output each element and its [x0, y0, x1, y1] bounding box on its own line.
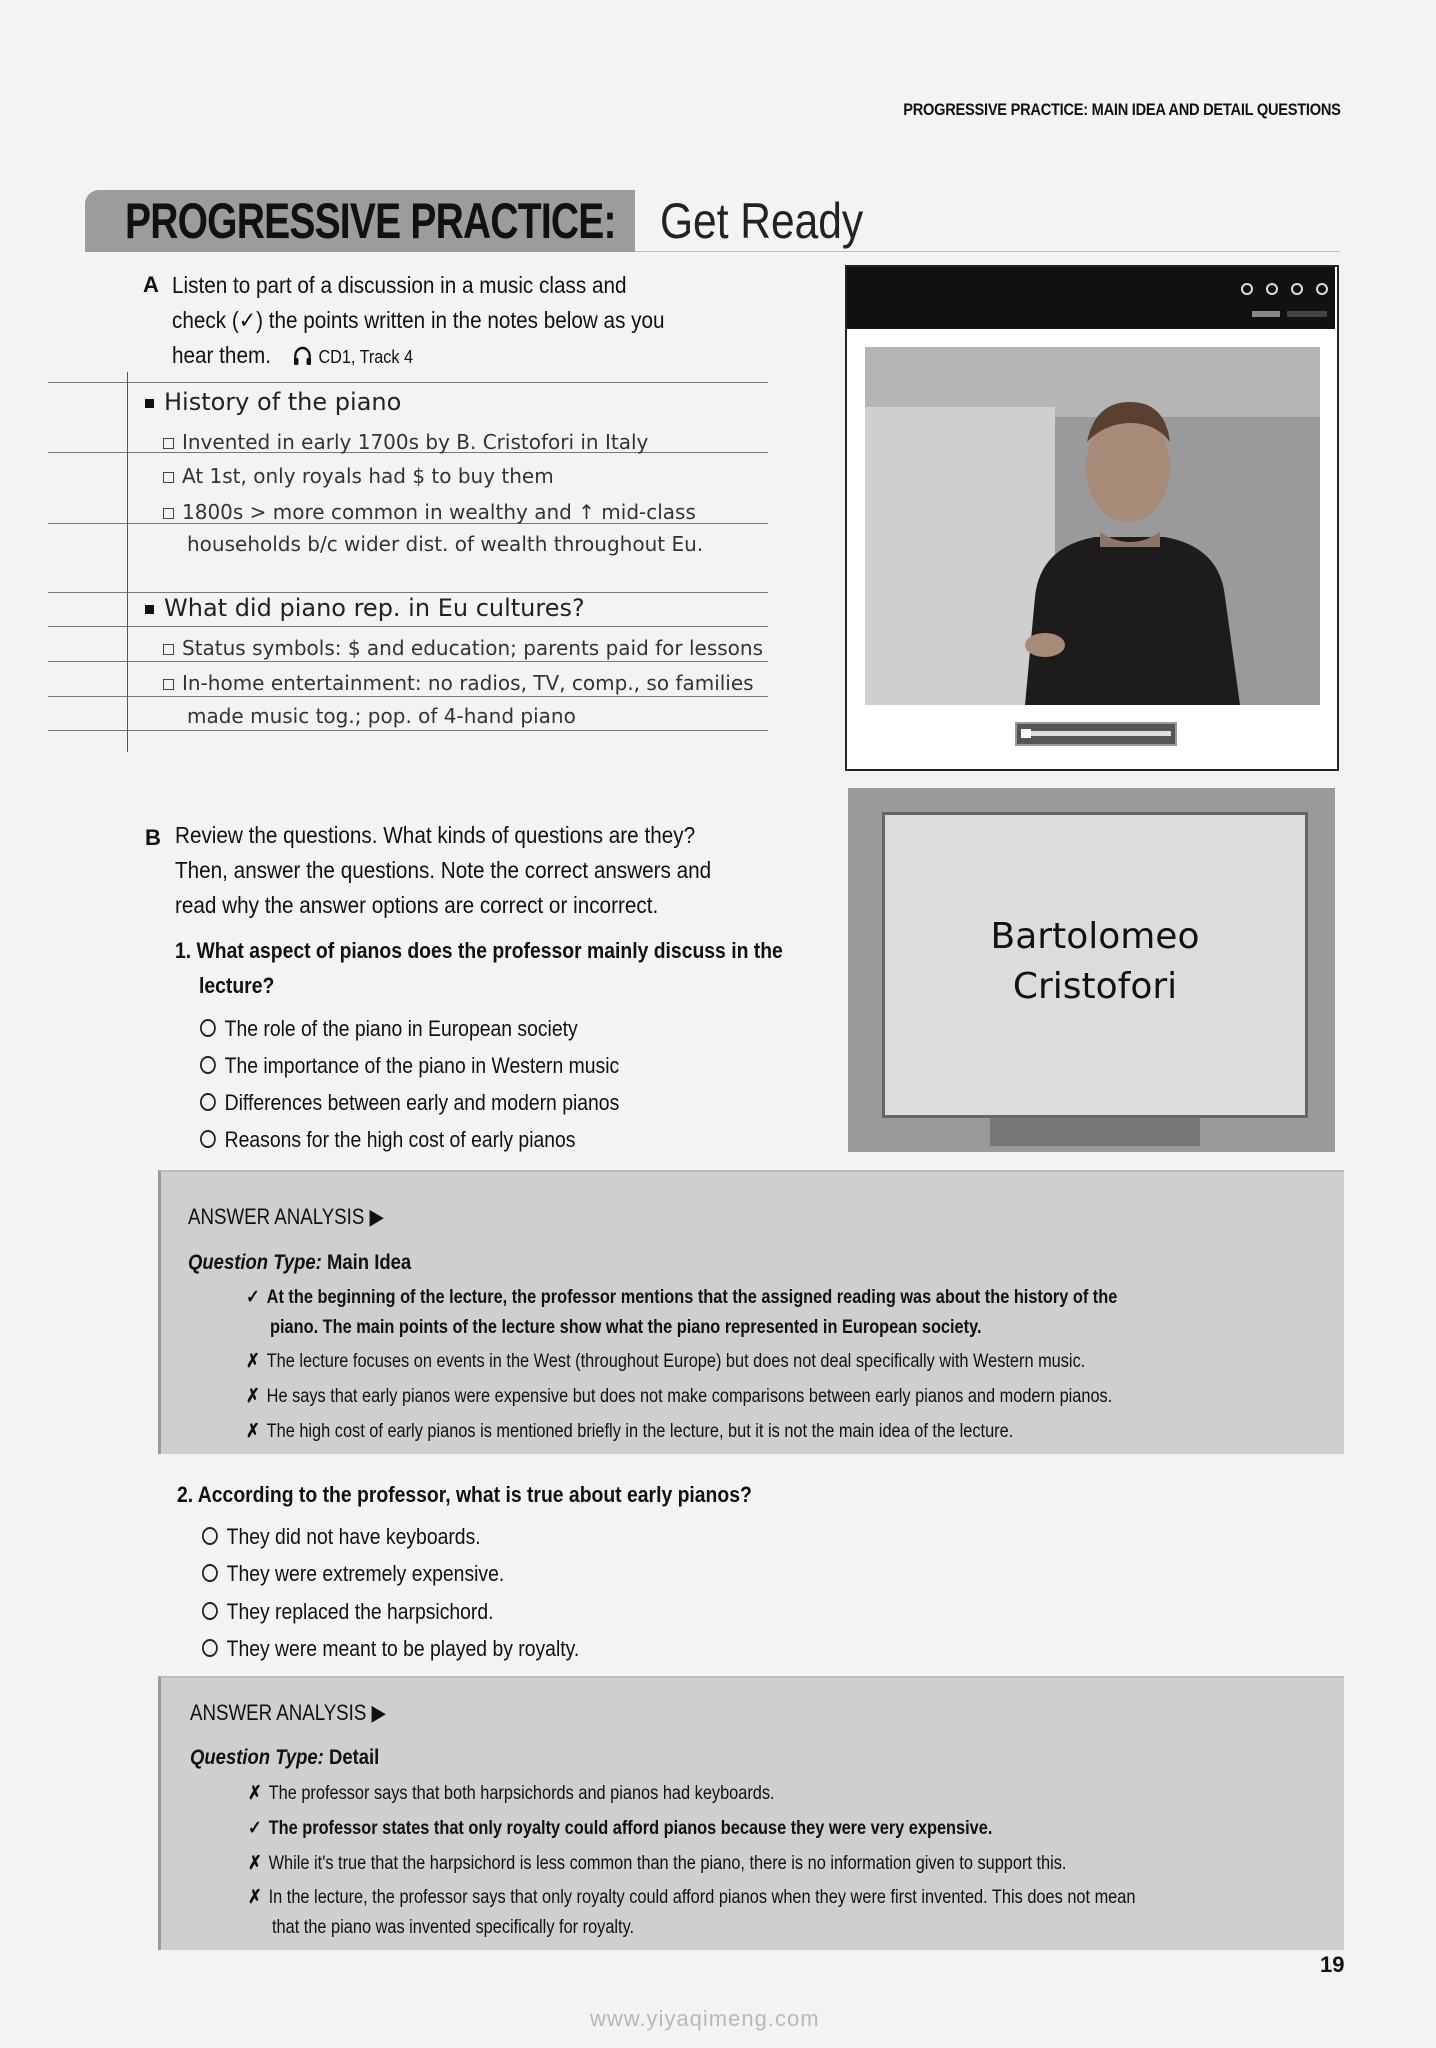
- analysis-line: ✗ In the lecture, the professor says that only royalty could afford pianos when they were first invented. This does not mean: [248, 1883, 1135, 1913]
- x-mark-icon: ✗: [246, 1421, 260, 1442]
- section-a-instruction-1: Listen to part of a discussion in a music class and: [172, 272, 627, 298]
- x-mark-icon: ✗: [248, 1887, 262, 1908]
- lecturer-photo: [865, 347, 1320, 705]
- title-rule: [635, 251, 1340, 252]
- checkbox[interactable]: [163, 472, 174, 483]
- analysis-line: ✓ At the beginning of the lecture, the professor mentions that the assigned reading was about the history of the: [246, 1283, 1117, 1313]
- player-controls-icon: [847, 267, 1335, 329]
- notes-heading-history: History of the piano: [145, 388, 401, 416]
- section-a-letter: A: [143, 272, 159, 297]
- section-b-instruction-3: read why the answer options are correct or incorrect.: [175, 892, 659, 918]
- bullet-icon: [145, 399, 154, 408]
- analysis-line: ✗ The professor says that both harpsichords and pianos had keyboards.: [248, 1779, 775, 1809]
- q1-option[interactable]: The importance of the piano in Western music: [200, 1053, 619, 1079]
- q1-option[interactable]: The role of the piano in European society: [200, 1016, 578, 1042]
- q1-option[interactable]: Differences between early and modern pianos: [200, 1090, 619, 1116]
- radio-option[interactable]: [200, 1019, 216, 1037]
- q2-option[interactable]: They replaced the harpsichord.: [202, 1599, 494, 1625]
- answer-analysis-heading: ANSWER ANALYSIS ▶: [188, 1204, 384, 1229]
- question-type: Question Type: Detail: [190, 1746, 380, 1769]
- x-mark-icon: ✗: [246, 1386, 260, 1407]
- note-item[interactable]: Invented in early 1700s by B. Cristofori in Italy: [163, 430, 648, 454]
- question-2: 2. According to the professor, what is true about early pianos?: [177, 1482, 752, 1507]
- note-item[interactable]: 1800s > more common in wealthy and ↑ mid-class: [163, 500, 696, 524]
- checkbox[interactable]: [163, 438, 174, 449]
- section-b-instruction-1: Review the questions. What kinds of questions are they?: [175, 822, 696, 848]
- page-title: PROGRESSIVE PRACTICE:: [125, 193, 616, 249]
- analysis-line: ✓ The professor states that only royalty could afford pianos because they were very expensive.: [248, 1814, 992, 1844]
- section-b-letter: B: [145, 825, 161, 850]
- headphones-icon: [293, 342, 313, 377]
- q2-option[interactable]: They were extremely expensive.: [202, 1561, 504, 1587]
- answer-analysis-heading: ANSWER ANALYSIS ▶: [190, 1700, 386, 1725]
- note-item[interactable]: In-home entertainment: no radios, TV, comp., so families: [163, 671, 754, 695]
- q1-option[interactable]: Reasons for the high cost of early pianos: [200, 1127, 575, 1153]
- whiteboard-tray: [990, 1118, 1200, 1146]
- x-mark-icon: ✗: [246, 1351, 260, 1372]
- analysis-line: ✗ While it's true that the harpsichord is less common than the piano, there is no information given to support this.: [248, 1849, 1066, 1879]
- x-mark-icon: ✗: [248, 1783, 262, 1804]
- analysis-line: ✗ He says that early pianos were expensive but does not make comparisons between early pianos and modern pianos.: [246, 1382, 1112, 1412]
- whiteboard-text: [882, 912, 1308, 1012]
- radio-option[interactable]: [202, 1527, 218, 1545]
- whiteboard-text-line: Bartolomeo: [990, 916, 1200, 957]
- notes-rule: [48, 626, 768, 627]
- check-mark-icon: ✓: [246, 1287, 260, 1308]
- notes-margin-line: [127, 372, 128, 752]
- video-player-header: [847, 267, 1335, 329]
- audio-track-label: CD1, Track 4: [318, 347, 413, 367]
- radio-option[interactable]: [202, 1602, 218, 1620]
- note-item[interactable]: At 1st, only royals had $ to buy them: [163, 464, 554, 488]
- analysis-line: piano. The main points of the lecture show what the piano represented in European society.: [270, 1317, 982, 1338]
- bullet-icon: [145, 605, 154, 614]
- notes-rule: [48, 730, 768, 731]
- radio-option[interactable]: [200, 1130, 216, 1148]
- question-type: Question Type: Main Idea: [188, 1251, 412, 1274]
- check-mark-icon: ✓: [248, 1818, 262, 1839]
- note-item-continuation: households b/c wider dist. of wealth throughout Eu.: [187, 532, 704, 556]
- notes-heading-cultures: What did piano rep. in Eu cultures?: [145, 594, 585, 622]
- note-item-continuation: made music tog.; pop. of 4-hand piano: [187, 704, 576, 728]
- section-a-instruction-2: check (✓) the points written in the notes below as you: [172, 307, 665, 333]
- analysis-line: ✗ The high cost of early pianos is mentioned briefly in the lecture, but it is not the main idea of the lecture.: [246, 1417, 1013, 1447]
- question-1: 1. What aspect of pianos does the professor mainly discuss in the: [175, 938, 783, 963]
- video-progress-bar[interactable]: [1015, 722, 1177, 746]
- whiteboard-text-line: Cristofori: [1012, 966, 1178, 1007]
- notes-rule: [48, 661, 768, 662]
- checkbox[interactable]: [163, 508, 174, 519]
- notes-rule: [48, 696, 768, 697]
- x-mark-icon: ✗: [248, 1853, 262, 1874]
- radio-option[interactable]: [200, 1056, 216, 1074]
- checkbox[interactable]: [163, 644, 174, 655]
- watermark: www.yiyaqimeng.com: [590, 2006, 820, 2031]
- page-subtitle: Get Ready: [660, 193, 864, 249]
- notes-rule: [48, 592, 768, 593]
- note-item[interactable]: Status symbols: $ and education; parents paid for lessons: [163, 636, 763, 660]
- q2-option[interactable]: They did not have keyboards.: [202, 1524, 481, 1550]
- section-a-instruction-3-text: hear them.: [172, 342, 271, 368]
- radio-option[interactable]: [200, 1093, 216, 1111]
- analysis-line: that the piano was invented specifically for royalty.: [272, 1917, 635, 1938]
- page-number: 19: [1320, 1952, 1345, 1977]
- section-a-instruction-3: [172, 338, 413, 377]
- question-1-continuation: lecture?: [199, 973, 275, 998]
- section-b-instruction-2: Then, answer the questions. Note the correct answers and: [175, 857, 712, 883]
- analysis-line: ✗ The lecture focuses on events in the West (throughout Europe) but does not deal specifically with Western music.: [246, 1347, 1085, 1377]
- checkbox[interactable]: [163, 679, 174, 690]
- notes-rule: [48, 382, 768, 383]
- running-head: PROGRESSIVE PRACTICE: MAIN IDEA AND DETAIL QUESTIONS: [903, 100, 1341, 119]
- q2-option[interactable]: They were meant to be played by royalty.: [202, 1636, 579, 1662]
- radio-option[interactable]: [202, 1639, 218, 1657]
- radio-option[interactable]: [202, 1564, 218, 1582]
